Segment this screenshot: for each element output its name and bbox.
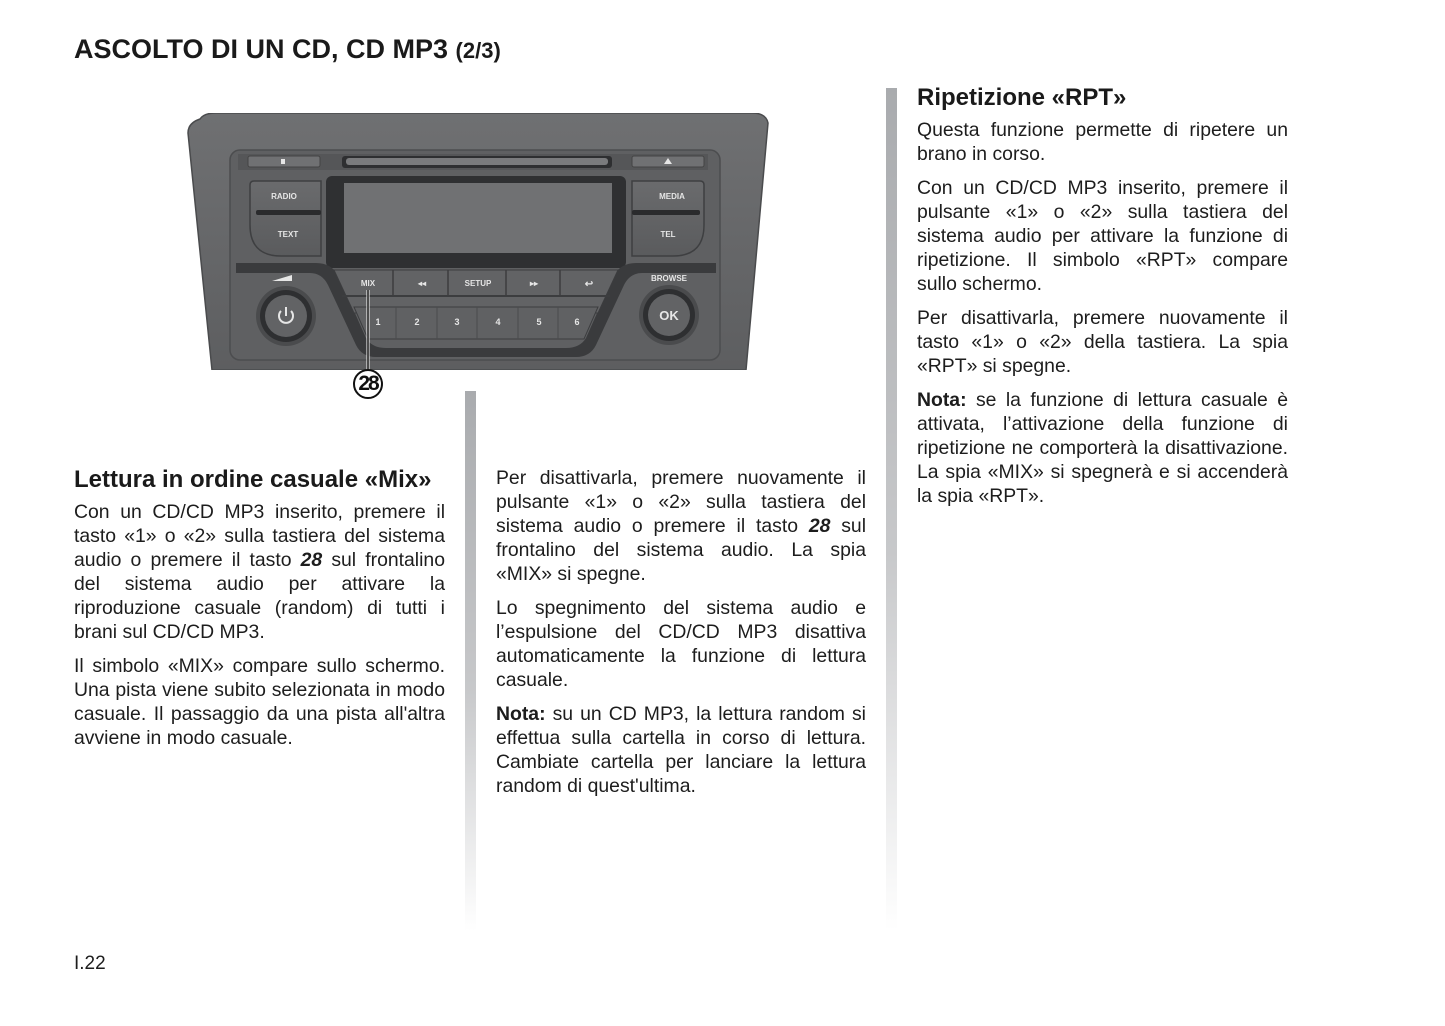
radio-button[interactable]: RADIO bbox=[271, 192, 297, 201]
note-text: su un CD MP3, la lettura random si effettua sulla cartella in corso di lettura. Cambiate cartella per lanciare la lettura random di quest'ultima. bbox=[496, 703, 866, 797]
callout-28: 28 bbox=[353, 369, 383, 399]
section-heading-mix: Lettura in ordine casuale «Mix» bbox=[74, 466, 432, 493]
paragraph: Per disattivarla, premere nuovamente il tasto «1» o «2» della tastiera. La spia «RPT» si spegne. bbox=[917, 307, 1288, 377]
mix-button[interactable]: MIX bbox=[360, 279, 376, 288]
tel-button[interactable]: TEL bbox=[660, 230, 676, 239]
note-text: se la funzione di lettura casuale è attivata, l’attivazione della funzione di ripetizione ne comporterà la disattivazione. La spia «MIX» si spegnerà e si accenderà la spia «RPT». bbox=[917, 389, 1288, 507]
paragraph: Questa funzione permette di ripetere un brano in corso. bbox=[917, 119, 1288, 165]
page-number: I.22 bbox=[74, 953, 106, 974]
setup-button[interactable]: SETUP bbox=[464, 279, 492, 288]
mute-icon bbox=[281, 159, 285, 164]
preset-6-button[interactable]: 6 bbox=[574, 317, 580, 327]
power-volume-knob[interactable] bbox=[256, 286, 316, 346]
note-label: Nota: bbox=[496, 703, 546, 725]
mute-button[interactable] bbox=[248, 156, 320, 167]
preset-2-button[interactable]: 2 bbox=[414, 317, 420, 327]
reference-number: 28 bbox=[300, 549, 323, 571]
preset-4-button[interactable]: 4 bbox=[495, 317, 501, 327]
previous-track-icon[interactable]: ◂◂ bbox=[417, 279, 427, 288]
cd-slot bbox=[342, 156, 612, 168]
back-icon[interactable]: ↩ bbox=[584, 279, 594, 290]
paragraph bbox=[496, 466, 866, 586]
radio-front-panel-illustration bbox=[186, 113, 772, 370]
page-part-indicator: (2/3) bbox=[455, 38, 501, 63]
media-button[interactable]: MEDIA bbox=[659, 192, 685, 201]
browse-ok-knob[interactable] bbox=[639, 285, 699, 345]
note-paragraph bbox=[917, 388, 1288, 508]
left-column bbox=[74, 466, 445, 760]
paragraph bbox=[74, 500, 445, 644]
section-heading-rpt: Ripetizione «RPT» bbox=[917, 84, 1127, 111]
display-screen bbox=[344, 183, 612, 253]
preset-5-button[interactable]: 5 bbox=[536, 317, 542, 327]
middle-column bbox=[496, 466, 866, 808]
paragraph: Con un CD/CD MP3 inserito, premere il pulsante «1» o «2» sulla tastiera del sistema audio per attivare la funzione di ripetizione. Il simbolo «RPT» compare sullo schermo. bbox=[917, 177, 1288, 295]
right-column bbox=[917, 84, 1288, 518]
ok-button[interactable]: OK bbox=[659, 308, 679, 323]
browse-label: BROWSE bbox=[651, 274, 687, 283]
column-divider-bar bbox=[886, 88, 897, 931]
text-run: sul frontalino del sistema audio. La spia «MIX» si spegne. bbox=[496, 515, 866, 585]
page-title-text: ASCOLTO DI UN CD, CD MP3 bbox=[74, 34, 449, 64]
note-paragraph bbox=[496, 702, 866, 798]
text-run: Per disattivarla, premere nuovamente il pulsante «1» o «2» sulla tastiera del sistema audio o premere il tasto bbox=[496, 467, 866, 537]
next-track-icon[interactable]: ▸▸ bbox=[529, 279, 539, 288]
paragraph: Lo spegnimento del sistema audio e l’espulsione del CD/CD MP3 disattiva automaticamente la funzione di lettura casuale. bbox=[496, 597, 866, 691]
page-title bbox=[74, 34, 501, 65]
preset-1-button[interactable]: 1 bbox=[375, 317, 381, 327]
paragraph: Il simbolo «MIX» compare sullo schermo. Una pista viene subito selezionata in modo casuale. Il passaggio da una pista all'altra avviene in modo casuale. bbox=[74, 655, 445, 749]
column-divider-bar bbox=[465, 391, 476, 931]
reference-number: 28 bbox=[808, 515, 831, 537]
preset-3-button[interactable]: 3 bbox=[454, 317, 460, 327]
text-button[interactable]: TEXT bbox=[277, 230, 299, 239]
text-run: Con un CD/CD MP3 inserito, premere il tasto «1» o «2» sulla tastiera del sistema audio o premere il tasto bbox=[74, 501, 445, 571]
eject-button[interactable] bbox=[632, 156, 704, 167]
note-label: Nota: bbox=[917, 389, 967, 411]
text-run: sul frontalino del sistema audio per attivare la riproduzione casuale (random) di tutti i brani sul CD/CD MP3. bbox=[74, 549, 445, 643]
